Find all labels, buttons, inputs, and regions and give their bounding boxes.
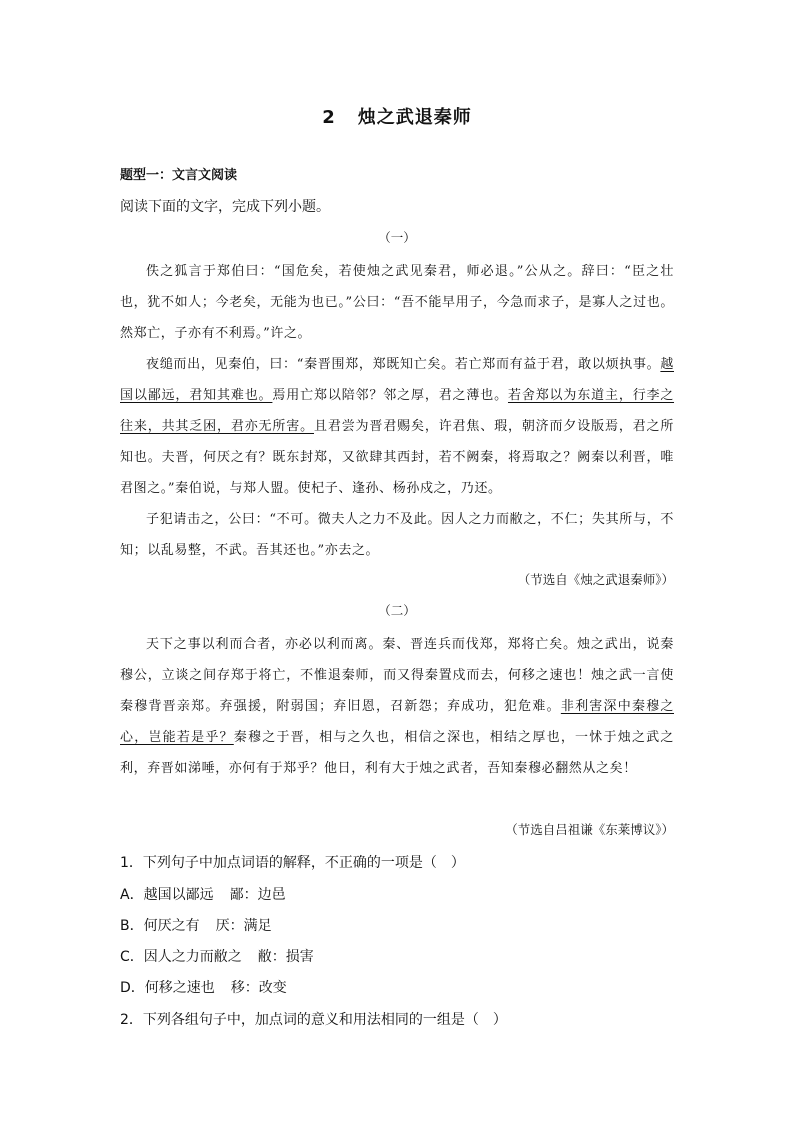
option-sentence: 何移之速也 xyxy=(144,980,215,996)
passage-1-paragraph-1: 佚之狐言于郑伯曰：“国危矣，若使烛之武见秦君，师必退。”公从之。辞曰：“臣之壮也，犹不如人；今老矣，无能为也已。”公曰：“吾不能早用子，今急而求子，是寡人之过也。然郑亡，子亦有不利焉。”许之。 xyxy=(120,264,674,341)
option-letter: A． xyxy=(120,887,144,903)
option-sentence: 何厌之有 xyxy=(143,918,200,934)
underlined-sentence-2: 若舍郑以为东道主，行李之往来，共其乏困，君亦无所害。 xyxy=(120,388,675,434)
underlined-sentence-1: 越国以鄙远，君知其难也。 xyxy=(120,357,674,403)
question-1-stem: 1．下列句子中加点词语的解释，不正确的一项是（ ） xyxy=(120,855,465,871)
option-sentence: 越国以鄙远 xyxy=(143,887,214,903)
p2-text-a: 夜缒而出，见秦伯，曰：“秦晋围郑，郑既知亡矣。若亡郑而有益于君，敢以烦执事。 xyxy=(146,357,661,372)
page-title xyxy=(0,103,794,129)
passage-1-paragraph-3: 子犯请击之，公曰：“不可。微夫人之力不及此。因人之力而敝之，不仁；失其所与，不知；以乱易整，不武。吾其还也。”亦去之。 xyxy=(120,512,674,558)
option-a[interactable] xyxy=(120,884,286,904)
passage-2-heading: （二） xyxy=(378,603,416,618)
passage-2-paragraph-1 xyxy=(120,629,674,784)
option-c[interactable] xyxy=(120,946,314,966)
passage-1-source: （节选自《烛之武退秦师》） xyxy=(517,572,674,587)
option-letter: B． xyxy=(120,918,144,934)
p-text-a: 天下之事以利而合者，亦必以利而离。秦、晋连兵而伐郑，郑将亡矣。烛之武出，说秦穆公，立谈之间存郑于将亡，不惟退秦师，而又得秦置戍而去，何移之速也！烛之武一言使秦穆背晋亲郑。弃强援，附弱国；弃旧恩，召新怨；弃成功，犯危难。 xyxy=(120,637,674,714)
passage-1-paragraph-2 xyxy=(120,349,674,504)
passage-2-source: （节选自吕祖谦《东莱博议》） xyxy=(505,822,674,837)
option-gloss: 厌：满足 xyxy=(215,918,272,934)
title-text: 烛之武退秦师 xyxy=(357,107,472,128)
question-2-stem: 2．下列各组句子中，加点词的意义和用法相同的一组是（ ） xyxy=(120,1012,507,1028)
p-text-b: 秦穆之于晋，相与之久也，相信之深也，相结之厚也，一怵于烛之武之利，弃晋如涕唾，亦何有于郑乎？他日，利有大于烛之武者，吾知秦穆必翻然从之矣！ xyxy=(120,730,674,776)
option-letter: C． xyxy=(120,949,144,965)
option-gloss: 敝：损害 xyxy=(257,949,314,965)
p2-text-b: 焉用亡郑以陪邻？邻之厚，君之薄也。 xyxy=(272,388,508,403)
option-letter: D． xyxy=(120,980,145,996)
option-b[interactable] xyxy=(120,915,272,935)
title-number: 2 xyxy=(322,107,336,128)
option-gloss: 移：改变 xyxy=(230,980,287,996)
underlined-sentence-3: 非利害深中秦穆之心，岂能若是乎？ xyxy=(120,699,674,745)
option-gloss: 鄙：边邑 xyxy=(229,887,286,903)
section-label: 题型一：文言文阅读 xyxy=(120,168,238,183)
instruction-text: 阅读下面的文字，完成下列小题。 xyxy=(120,199,330,215)
p2-text-c: 且君尝为晋君赐矣，许君焦、瑕，朝济而夕设版焉，君之所知也。夫晋，何厌之有？既东封郑，又欲肆其西封，若不阙秦，将焉取之？阙秦以利晋，唯君图之。”秦伯说，与郑人盟。使杞子、逢孙、杨孙戍之，乃还。 xyxy=(120,419,674,496)
option-d[interactable] xyxy=(120,977,287,997)
option-sentence: 因人之力而敝之 xyxy=(143,949,242,965)
passage-1-heading: （一） xyxy=(378,230,416,245)
